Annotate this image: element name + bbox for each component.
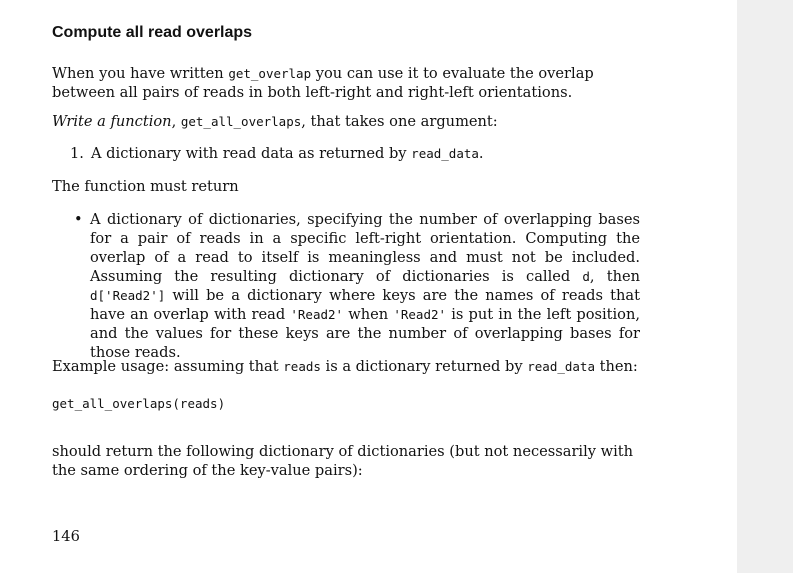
- return-list: [72, 210, 640, 362]
- list-number: 1.: [70, 145, 84, 162]
- intro-paragraph: [52, 64, 640, 102]
- task-emphasis: Write a function: [52, 113, 172, 130]
- inline-code-read-data: read_data: [411, 146, 479, 161]
- return-paragraph: The function must return: [52, 178, 239, 195]
- code-example: get_all_overlaps(reads): [52, 396, 226, 411]
- example-text-1: Example usage: assuming that: [52, 358, 284, 375]
- inline-code-reads: reads: [283, 359, 321, 374]
- argument-list: [70, 144, 640, 163]
- inline-code-d-read2: d['Read2']: [90, 288, 166, 303]
- side-margin-panel: [737, 0, 793, 573]
- task-text-2: , that takes one argument:: [301, 113, 498, 130]
- return-list-item: [72, 210, 640, 362]
- argument-text-2: .: [478, 145, 484, 162]
- inline-code-d: d: [582, 269, 590, 284]
- result-paragraph: should return the following dictionary of dictionaries (but not necessarily with the same ordering of the key-value pairs):: [52, 443, 634, 479]
- bullet-icon: •: [74, 211, 83, 228]
- intro-text-2: you can use it to evaluate the overlap between all pairs of reads in both left-right and right-left orientations.: [52, 65, 594, 101]
- inline-code-read2-a: 'Read2': [290, 307, 344, 322]
- task-paragraph: [52, 112, 640, 131]
- section-heading: Compute all read overlaps: [52, 24, 253, 41]
- example-text-3: then:: [594, 358, 638, 375]
- return-text-3: will be a dictionary where keys are the names of reads that have an overlap with read: [90, 287, 640, 323]
- task-text-1: ,: [171, 113, 181, 130]
- return-text-1: A dictionary of dictionaries, specifying the number of overlapping bases for a pair of reads in a specific left-right orientation. Computing the overlap of a read to itself is meaningless and must not be included. Assuming the resulting dictionary of dictionaries is called: [90, 211, 640, 285]
- return-text-5: is put in the left position, and the values for these keys are the number of overlapping bases for those reads.: [90, 306, 640, 361]
- inline-code-get-overlap: get_overlap: [228, 66, 312, 81]
- example-paragraph: [52, 357, 640, 376]
- example-text-2: is a dictionary returned by: [320, 358, 528, 375]
- return-text-4: when: [343, 306, 394, 323]
- argument-text-1: A dictionary with read data as returned by: [91, 145, 412, 162]
- return-text-2: , then: [589, 268, 641, 285]
- inline-code-read2-b: 'Read2': [393, 307, 447, 322]
- inline-code-read-data-2: read_data: [527, 359, 595, 374]
- inline-code-get-all-overlaps: get_all_overlaps: [180, 114, 302, 129]
- argument-list-item: [70, 144, 640, 163]
- page-number: 146: [52, 528, 80, 545]
- intro-text-1: When you have written: [52, 65, 229, 82]
